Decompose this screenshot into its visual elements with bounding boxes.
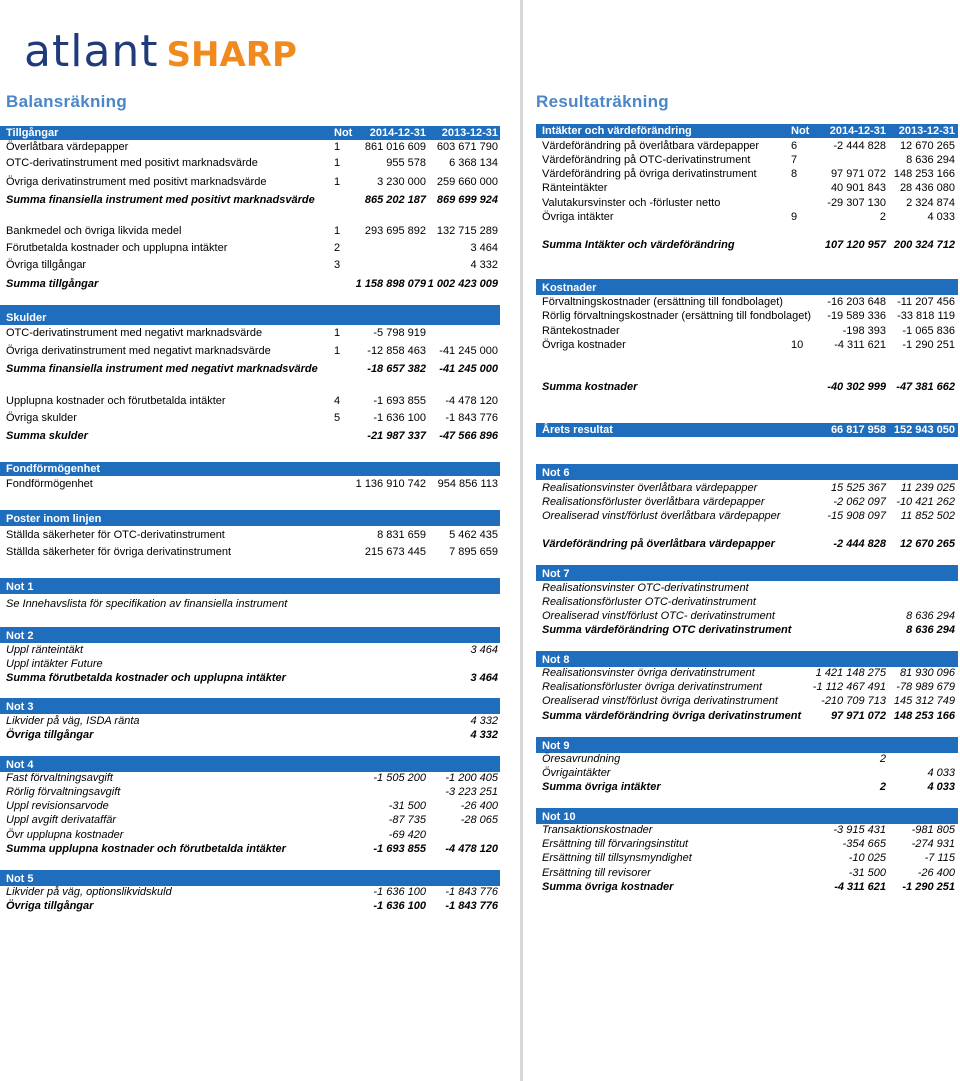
row-label: Uppl ränteintäkt: [6, 644, 84, 656]
note-row: [0, 597, 500, 611]
note-row: [536, 851, 958, 865]
value-2013: -41 245 000: [439, 363, 498, 375]
summary-row: [536, 380, 958, 394]
section-header-label: Not 4: [6, 759, 34, 771]
value-2014: 97 971 072: [830, 168, 886, 180]
row-label: Tillgångar: [6, 127, 59, 139]
section-header-label: Not 7: [542, 568, 570, 580]
value-2014: -1 636 100: [373, 412, 426, 424]
value-2013: 145 312 749: [893, 695, 955, 707]
table-row: [536, 153, 958, 167]
note-summary-row: [0, 842, 500, 856]
summary-row: [0, 277, 500, 291]
value-2014: -4 311 621: [834, 339, 886, 351]
row-label: Rörlig förvaltningsavgift: [6, 786, 121, 798]
note-summary-row: [0, 728, 500, 742]
note-row: [0, 785, 500, 799]
row-label: Övriga tillgångar: [6, 729, 94, 741]
note-header: [0, 627, 500, 643]
table-row: [0, 241, 500, 255]
value-2014: -5 798 919: [373, 327, 426, 339]
row-note-ref: 6: [791, 140, 798, 152]
value-2014: 2014-12-31: [369, 127, 426, 139]
row-label: Bankmedel och övriga likvida medel: [6, 225, 182, 237]
value-2013: 3 464: [470, 242, 498, 254]
page-divider: [520, 0, 523, 1081]
note-header: [536, 651, 958, 667]
table-row: [0, 344, 500, 358]
value-2013: 4 332: [470, 729, 498, 741]
row-label: Summa värdeförändring OTC derivatinstrument: [542, 624, 792, 636]
value-2013: 603 671 790: [436, 141, 498, 153]
row-label: Summa finansiella instrument med negativt marknadsvärde: [6, 363, 318, 375]
value-2014: -15 908 097: [827, 510, 886, 522]
value-2014: 1 136 910 742: [355, 478, 426, 490]
row-label: Orealiserad vinst/förlust OTC- derivatinstrument: [542, 610, 775, 622]
note-row: [536, 609, 958, 623]
row-label: Realisationsvinster OTC-derivatinstrument: [542, 582, 749, 594]
value-2013: -1 200 405: [445, 772, 498, 784]
value-2014: 66 817 958: [830, 424, 886, 436]
value-2013: -41 245 000: [439, 345, 498, 357]
value-2013: 4 033: [927, 767, 955, 779]
value-2014: 2: [879, 211, 886, 223]
value-2014: -69 420: [388, 829, 426, 841]
row-label: Summa övriga kostnader: [542, 881, 674, 893]
value-2013: 4 033: [927, 211, 955, 223]
row-note-ref: 1: [334, 225, 341, 237]
value-2014: -3 915 431: [833, 824, 886, 836]
table-row: [536, 196, 958, 210]
value-2013: 5 462 435: [449, 529, 498, 541]
row-label: Ersättning till revisorer: [542, 867, 651, 879]
note-row: [0, 799, 500, 813]
note-summary-row: [0, 671, 500, 685]
value-2013: 7 895 659: [449, 546, 498, 558]
value-2013: 259 660 000: [436, 176, 498, 188]
summary-row: [0, 193, 500, 207]
row-label: Realisationsförluster OTC-derivatinstrument: [542, 596, 756, 608]
row-label: Summa tillgångar: [6, 278, 99, 290]
value-2014: 1 158 898 079: [355, 278, 426, 290]
value-2013: 148 253 166: [893, 168, 955, 180]
value-2014: -198 393: [842, 325, 886, 337]
row-note-ref: 10: [791, 339, 804, 351]
value-2013: -28 065: [460, 814, 498, 826]
row-note-ref: 2: [334, 242, 341, 254]
section-header-label: Not 9: [542, 740, 570, 752]
note-summary-row: [536, 780, 958, 794]
row-label: Se Innehavslista för specifikation av finansiella instrument: [6, 598, 288, 610]
note-summary-row: [536, 709, 958, 723]
value-2014: -1 636 100: [373, 900, 426, 912]
value-2013: 2013-12-31: [441, 127, 498, 139]
note-header: [0, 698, 500, 714]
value-2014: 97 971 072: [830, 710, 886, 722]
value-2013: 152 943 050: [893, 424, 955, 436]
section-header-label: Poster inom linjen: [6, 513, 102, 525]
value-2013: -1 290 251: [902, 339, 955, 351]
row-label: Realisationsvinster övriga derivatinstrument: [542, 667, 755, 679]
value-2013: 4 332: [470, 715, 498, 727]
value-2013: -4 478 120: [445, 395, 498, 407]
logo-text-atlant: atlant: [24, 26, 159, 77]
note-row: [536, 680, 958, 694]
note-header: [0, 578, 500, 594]
value-2013: -1 065 836: [902, 325, 955, 337]
note-row: [0, 657, 500, 671]
row-label: Realisationsförluster övriga derivatinstrument: [542, 681, 763, 693]
row-label: Räntekostnader: [542, 325, 620, 337]
row-label: Ställda säkerheter för övriga derivatinstrument: [6, 546, 231, 558]
value-2014: -18 657 382: [367, 363, 426, 375]
row-label: Uppl avgift derivataffär: [6, 814, 117, 826]
value-2013: -78 989 679: [896, 681, 955, 693]
row-label: Övriga derivatinstrument med positivt marknadsvärde: [6, 176, 267, 188]
costs-header: [536, 279, 958, 295]
row-label: OTC-derivatinstrument med negativt marknadsvärde: [6, 327, 263, 339]
value-2014: -1 505 200: [373, 772, 426, 784]
value-2014: 2014-12-31: [829, 125, 886, 137]
value-2014: 861 016 609: [364, 141, 426, 153]
value-2013: 4 332: [470, 259, 498, 271]
table-row: [0, 394, 500, 408]
value-2013: 3 464: [470, 644, 498, 656]
section-header-label: Not 1: [6, 581, 34, 593]
row-label: Värdeförändring på övriga derivatinstrument: [542, 168, 757, 180]
value-2013: 6 368 134: [449, 157, 498, 169]
value-2014: -354 665: [842, 838, 886, 850]
value-2014: -87 735: [388, 814, 426, 826]
table-row: [536, 167, 958, 181]
note-row: [0, 643, 500, 657]
value-2014: -31 500: [388, 800, 426, 812]
note-header: [0, 870, 500, 886]
value-2013: -47 566 896: [439, 430, 498, 442]
row-label: Övriga skulder: [6, 412, 77, 424]
note-row: [0, 885, 500, 899]
value-2013: 8 636 294: [906, 624, 955, 636]
value-2013: 8 636 294: [906, 154, 955, 166]
value-2014: 8 831 659: [377, 529, 426, 541]
section-header-label: Not 3: [6, 701, 34, 713]
row-label: Övriga tillgångar: [6, 900, 94, 912]
note-row: [0, 813, 500, 827]
table-row: [536, 338, 958, 352]
row-label: Värdeförändring på OTC-derivatinstrument: [542, 154, 751, 166]
row-label: Summa övriga intäkter: [542, 781, 661, 793]
row-label: Orealiserad vinst/förlust övriga derivatinstrument: [542, 695, 778, 707]
row-note-ref: 7: [791, 154, 798, 166]
value-2014: 2: [879, 753, 886, 765]
value-2013: -274 931: [911, 838, 955, 850]
value-2013: -26 400: [460, 800, 498, 812]
row-note-ref: 8: [791, 168, 798, 180]
value-2014: -29 307 130: [827, 197, 886, 209]
note-header: [536, 808, 958, 824]
row-label: Realisationsförluster överlåtbara värdepapper: [542, 496, 765, 508]
row-label: Ersättning till förvaringsinstitut: [542, 838, 689, 850]
value-2013: 11 239 025: [900, 482, 955, 494]
note-row: [536, 866, 958, 880]
fund-row: [0, 477, 500, 491]
value-2013: 148 253 166: [893, 710, 955, 722]
row-label: Realisationsvinster överlåtbara värdepapper: [542, 482, 758, 494]
value-2013: -1 843 776: [445, 886, 498, 898]
row-label: Summa skulder: [6, 430, 88, 442]
section-header-label: Not 10: [542, 811, 576, 823]
row-label: Transaktionskostnader: [542, 824, 653, 836]
value-2014: -2 444 828: [833, 538, 886, 550]
row-note-ref: 4: [334, 395, 341, 407]
value-2014: -10 025: [848, 852, 886, 864]
assets-header: [0, 126, 500, 140]
section-header-label: Not 2: [6, 630, 34, 642]
fund-header: [0, 462, 500, 476]
row-label: Övriga tillgångar: [6, 259, 87, 271]
row-label: Fondförmögenhet: [6, 478, 93, 490]
table-row: [536, 139, 958, 153]
value-2013: -33 818 119: [897, 310, 955, 322]
summary-row: [0, 362, 500, 376]
row-label: Ställda säkerheter för OTC-derivatinstrument: [6, 529, 225, 541]
section-header-label: Not 6: [542, 467, 570, 479]
note-row: [536, 766, 958, 780]
value-2014: -40 302 999: [827, 381, 886, 393]
value-2013: 132 715 289: [436, 225, 498, 237]
balance-title: Balansräkning: [6, 92, 128, 111]
row-note-ref: 1: [334, 345, 341, 357]
logo-text-sharp: SHARP: [166, 35, 297, 75]
note-row: [536, 823, 958, 837]
value-2013: -26 400: [917, 867, 955, 879]
row-label: Övriga intäkter: [542, 211, 614, 223]
section-header-label: Fondförmögenhet: [6, 463, 101, 475]
row-note-ref: Not: [334, 127, 353, 139]
row-label: Valutakursvinster och -förluster netto: [542, 197, 721, 209]
note-row: [536, 509, 958, 523]
value-2014: 955 578: [386, 157, 426, 169]
note-row: [536, 752, 958, 766]
row-note-ref: 1: [334, 176, 341, 188]
row-note-ref: 3: [334, 259, 341, 271]
note-summary-row: [0, 899, 500, 913]
row-label: Årets resultat: [542, 424, 613, 436]
row-label: Likvider på väg, ISDA ränta: [6, 715, 140, 727]
row-note-ref: Not: [791, 125, 810, 137]
row-label: Summa förutbetalda kostnader och upplupna intäkter: [6, 672, 286, 684]
value-2013: 2 324 874: [906, 197, 955, 209]
value-2013: -10 421 262: [896, 496, 955, 508]
value-2014: 215 673 445: [364, 546, 426, 558]
summary-row: [536, 238, 958, 252]
row-label: Summa Intäkter och värdeförändring: [542, 239, 735, 251]
note-header: [536, 737, 958, 753]
note-summary-row: [536, 880, 958, 894]
note-row: [536, 666, 958, 680]
summary-row: [0, 429, 500, 443]
table-row: [0, 545, 500, 559]
value-2014: 107 120 957: [824, 239, 886, 251]
value-2013: 81 930 096: [899, 667, 955, 679]
value-2013: -4 478 120: [445, 843, 498, 855]
row-label: OTC-derivatinstrument med positivt marknadsvärde: [6, 157, 258, 169]
note-row: [0, 714, 500, 728]
value-2014: -1 693 855: [373, 843, 426, 855]
value-2013: 12 670 265: [899, 140, 955, 152]
row-label: Uppl intäkter Future: [6, 658, 103, 670]
table-row: [0, 258, 500, 272]
value-2013: -1 290 251: [902, 881, 955, 893]
table-row: [0, 175, 500, 189]
row-label: Värdeförändring på överlåtbara värdepapper: [542, 140, 760, 152]
value-2014: -2 062 097: [833, 496, 886, 508]
result-title: Resultaträkning: [536, 92, 669, 111]
note-row: [536, 495, 958, 509]
note-header: [536, 464, 958, 480]
note-row: [536, 481, 958, 495]
row-note-ref: 1: [334, 141, 341, 153]
value-2014: 40 901 843: [830, 182, 886, 194]
table-row: [536, 295, 958, 309]
row-note-ref: 1: [334, 157, 341, 169]
value-2013: -7 115: [924, 852, 955, 864]
row-label: Förvaltningskostnader (ersättning till fondbolaget): [542, 296, 783, 308]
value-2014: -4 311 621: [834, 881, 886, 893]
row-label: Värdeförändring på överlåtbara värdepapper: [542, 538, 775, 550]
table-row: [536, 210, 958, 224]
liabilities-header: [0, 305, 500, 325]
income-header: [536, 124, 958, 138]
row-label: Ersättning till tillsynsmyndighet: [542, 852, 692, 864]
section-header-label: Not 5: [6, 873, 34, 885]
section-header-label: Not 8: [542, 654, 570, 666]
off-balance-header: [0, 510, 500, 526]
value-2014: -21 987 337: [367, 430, 426, 442]
value-2014: -210 709 713: [821, 695, 886, 707]
value-2013: -11 207 456: [897, 296, 955, 308]
row-label: Summa värdeförändring övriga derivatinstrument: [542, 710, 802, 722]
row-label: Öresavrundning: [542, 753, 621, 765]
row-label: Upplupna kostnader och förutbetalda intäkter: [6, 395, 226, 407]
note-summary-row: [536, 623, 958, 637]
value-2014: -2 444 828: [833, 140, 886, 152]
table-row: [536, 181, 958, 195]
value-2014: 15 525 367: [830, 482, 886, 494]
value-2013: -1 843 776: [445, 412, 498, 424]
row-note-ref: 5: [334, 412, 341, 424]
row-label: Uppl revisionsarvode: [6, 800, 109, 812]
row-label: Orealiserad vinst/förlust överlåtbara värdepapper: [542, 510, 781, 522]
section-header-label: Skulder: [6, 312, 47, 324]
note-row: [536, 694, 958, 708]
table-row: [536, 309, 958, 323]
row-label: Summa upplupna kostnader och förutbetalda intäkter: [6, 843, 286, 855]
row-label: Likvider på väg, optionslikvidskuld: [6, 886, 172, 898]
value-2014: -1 693 855: [373, 395, 426, 407]
note-row: [0, 828, 500, 842]
row-label: Rörlig förvaltningskostnader (ersättning till fondbolaget): [542, 310, 812, 322]
table-row: [0, 326, 500, 340]
value-2013: 869 699 924: [436, 194, 498, 206]
value-2013: 11 852 502: [900, 510, 955, 522]
table-row: [0, 528, 500, 542]
row-label: Övriga kostnader: [542, 339, 626, 351]
value-2013: 954 856 113: [437, 478, 498, 490]
value-2014: 3 230 000: [377, 176, 426, 188]
row-label: Övriga derivatinstrument med negativt marknadsvärde: [6, 345, 271, 357]
value-2014: 865 202 187: [364, 194, 426, 206]
value-2014: -16 203 648: [827, 296, 886, 308]
value-2013: 4 033: [927, 781, 955, 793]
table-row: [0, 224, 500, 238]
table-row: [0, 156, 500, 170]
value-2014: -19 589 336: [827, 310, 886, 322]
table-row: [0, 140, 500, 154]
value-2014: 293 695 892: [364, 225, 426, 237]
net-result-row: [536, 423, 958, 437]
value-2013: 2013-12-31: [898, 125, 955, 137]
income-statement: [536, 0, 958, 1081]
value-2014: -1 112 467 491: [812, 681, 886, 693]
value-2013: -981 805: [911, 824, 955, 836]
value-2013: 8 636 294: [906, 610, 955, 622]
value-2013: 3 464: [470, 672, 498, 684]
value-2013: 200 324 712: [893, 239, 955, 251]
value-2014: 1 421 148 275: [815, 667, 886, 679]
note-header: [0, 756, 500, 772]
value-2014: -1 636 100: [373, 886, 426, 898]
note-summary-row: [536, 537, 958, 551]
row-label: Ränteintäkter: [542, 182, 608, 194]
row-note-ref: 9: [791, 211, 798, 223]
value-2014: -12 858 463: [367, 345, 426, 357]
note-row: [0, 771, 500, 785]
row-label: Överlåtbara värdepapper: [6, 141, 129, 153]
value-2014: -31 500: [848, 867, 886, 879]
table-row: [0, 411, 500, 425]
value-2013: -1 843 776: [445, 900, 498, 912]
value-2013: -47 381 662: [896, 381, 955, 393]
value-2013: 28 436 080: [899, 182, 955, 194]
row-label: Fast förvaltningsavgift: [6, 772, 113, 784]
note-row: [536, 837, 958, 851]
row-label: Summa finansiella instrument med positivt marknadsvärde: [6, 194, 315, 206]
note-row: [536, 581, 958, 595]
value-2013: -3 223 251: [445, 786, 498, 798]
row-label: Övrigaintäkter: [542, 767, 611, 779]
value-2014: 2: [879, 781, 886, 793]
section-header-label: Kostnader: [542, 282, 597, 294]
row-label: Övr upplupna kostnader: [6, 829, 124, 841]
row-note-ref: 1: [334, 327, 341, 339]
value-2013: 12 670 265: [899, 538, 955, 550]
table-row: [536, 324, 958, 338]
row-label: Intäkter och värdeförändring: [542, 125, 692, 137]
value-2013: 1 002 423 009: [427, 278, 498, 290]
row-label: Summa kostnader: [542, 381, 638, 393]
note-header: [536, 565, 958, 581]
note-row: [536, 595, 958, 609]
row-label: Förutbetalda kostnader och upplupna intäkter: [6, 242, 228, 254]
